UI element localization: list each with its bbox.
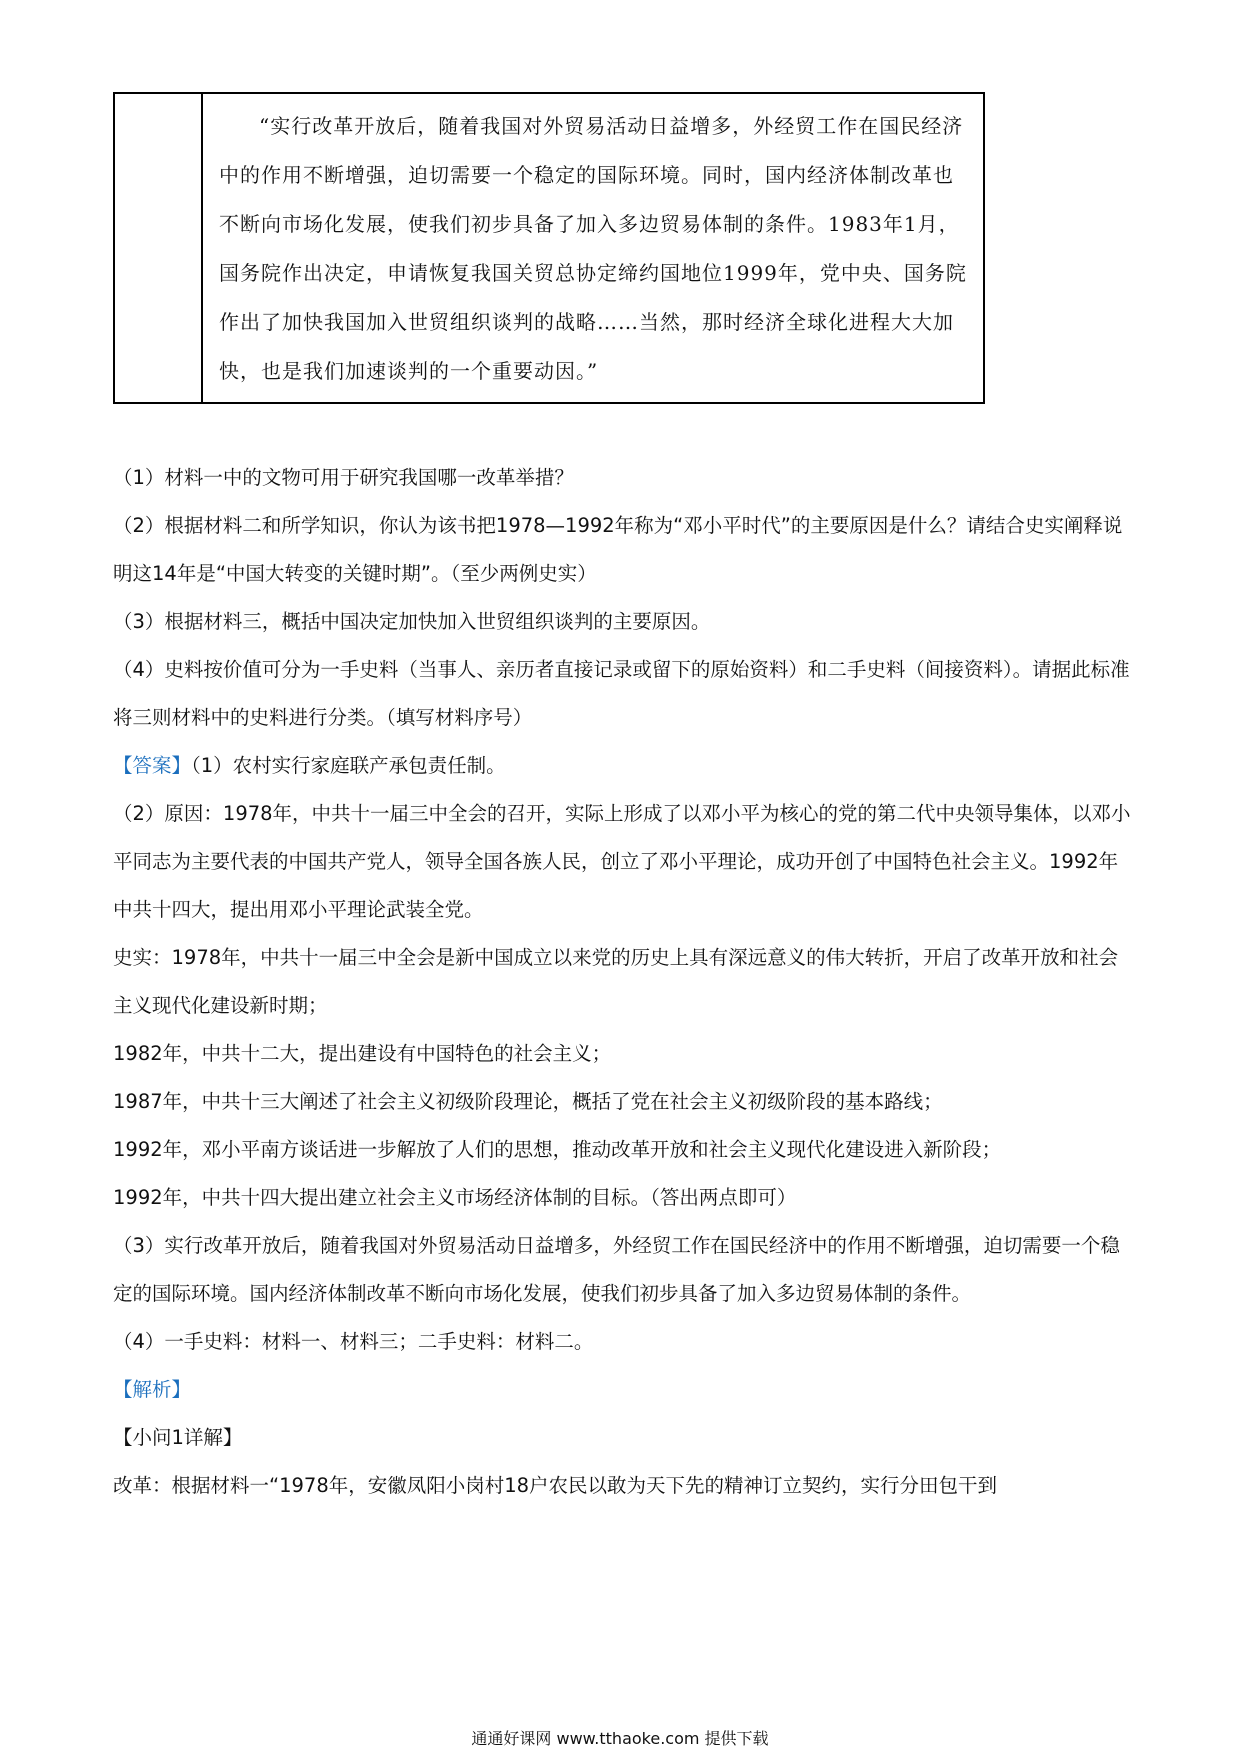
answer-2-fact: 史实：1978年，中共十一届三中全会是新中国成立以来党的历史上具有深远意义的伟大转折，开启了改革开放和社会主义现代化建设新时期； bbox=[113, 946, 1119, 1017]
question-4: （4）史料按价值可分为一手史料（当事人、亲历者直接记录或留下的原始资料）和二手史料（间接资料）。请据此标准将三则材料中的史料进行分类。（填写材料序号） bbox=[113, 658, 1130, 729]
answer-3: （3）实行改革开放后，随着我国对外贸易活动日益增多，外经贸工作在国民经济中的作用不断增强，迫切需要一个稳定的国际环境。国内经济体制改革不断向市场化发展，使我们初步具备了加入多边贸易体制的条件。 bbox=[113, 1234, 1120, 1305]
material-label-cell bbox=[115, 94, 203, 402]
answer-label: 【答案】 bbox=[113, 754, 192, 777]
answer-1 bbox=[113, 742, 1131, 790]
question-2: （2）根据材料二和所学知识，你认为该书把1978—1992年称为“邓小平时代”的主要原因是什么？请结合史实阐释说明这14年是“中国大转变的关键时期”。（至少两例史实） bbox=[113, 514, 1123, 585]
answer-2-reason: （2）原因：1978年，中共十一届三中全会的召开，实际上形成了以邓小平为核心的党的第二代中央领导集体，以邓小平同志为主要代表的中国共产党人，领导全国各族人民，创立了邓小平理论，成功开创了中国特色社会主义。1992年中共十四大，提出用邓小平理论武装全党。 bbox=[113, 802, 1131, 921]
material-table bbox=[113, 92, 985, 404]
answer-2-fact: 1987年，中共十三大阐述了社会主义初级阶段理论，概括了党在社会主义初级阶段的基本路线； bbox=[113, 1090, 943, 1113]
sub-question-1-text: 改革：根据材料一“1978年，安徽凤阳小岗村18户农民以敢为天下先的精神订立契约，实行分田包干到 bbox=[113, 1474, 998, 1497]
answer-2-fact: 1992年，邓小平南方谈话进一步解放了人们的思想，推动改革开放和社会主义现代化建设进入新阶段； bbox=[113, 1138, 1002, 1161]
question-3: （3）根据材料三，概括中国决定加快加入世贸组织谈判的主要原因。 bbox=[113, 610, 711, 633]
question-1: （1）材料一中的文物可用于研究我国哪一改革举措？ bbox=[113, 466, 574, 489]
page-footer: 通通好课网 www.tthaoke.com 提供下载 bbox=[471, 1729, 769, 1748]
answer-1-text: （1）农村实行家庭联产承包责任制。 bbox=[191, 754, 506, 777]
document-body bbox=[113, 454, 1131, 1510]
analysis-label bbox=[113, 1366, 1131, 1414]
answer-2-fact: 1992年，中共十四大提出建立社会主义市场经济体制的目标。（答出两点即可） bbox=[113, 1186, 797, 1209]
answer-2-fact: 1982年，中共十二大，提出建设有中国特色的社会主义； bbox=[113, 1042, 612, 1065]
material-three-quote: “实行改革开放后，随着我国对外贸易活动日益增多，外经贸工作在国民经济中的作用不断增强，迫切需要一个稳定的国际环境。同时，国内经济体制改革也不断向市场化发展，使我们初步具备了加入多边贸易体制的条件。1983年1月，国务院作出决定，申请恢复我国关贸总协定缔约国地位1999年，党中央、国务院作出了加快我国加入世贸组织谈判的战略……当然，那时经济全球化进程大大加快，也是我们加速谈判的一个重要动因。” bbox=[219, 114, 967, 383]
analysis-label-text: 【解析】 bbox=[113, 1378, 192, 1401]
sub-question-1-title: 【小问1详解】 bbox=[113, 1426, 243, 1449]
answer-4: （4）一手史料：材料一、材料三；二手史料：材料二。 bbox=[113, 1330, 594, 1353]
